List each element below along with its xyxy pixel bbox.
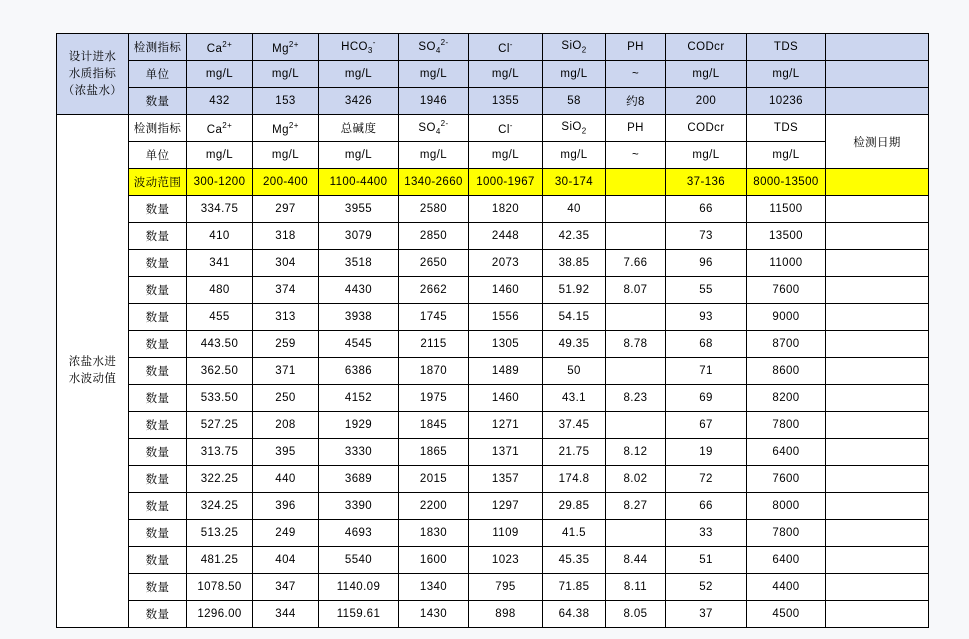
data-cell bbox=[826, 439, 929, 466]
row-header: 检测指标 bbox=[129, 115, 187, 142]
row-header: 波动范围 bbox=[129, 169, 187, 196]
data-cell: 3079 bbox=[319, 223, 399, 250]
data-cell: 2115 bbox=[399, 331, 469, 358]
design-cell: 1355 bbox=[469, 88, 543, 115]
data-cell: 6400 bbox=[747, 547, 826, 574]
data-cell: 5540 bbox=[319, 547, 399, 574]
data-cell: 43.1 bbox=[543, 385, 606, 412]
design-cell: mg/L bbox=[666, 61, 747, 88]
row-header: 数量 bbox=[129, 358, 187, 385]
data-cell: 1305 bbox=[469, 331, 543, 358]
row-header: 数量 bbox=[129, 601, 187, 628]
data-cell: 322.25 bbox=[187, 466, 253, 493]
row-header: 数量 bbox=[129, 547, 187, 574]
data-cell: 1371 bbox=[469, 439, 543, 466]
fluct-header-cell: ~ bbox=[606, 142, 666, 169]
data-cell: 1556 bbox=[469, 304, 543, 331]
data-cell: 42.35 bbox=[543, 223, 606, 250]
data-cell: 410 bbox=[187, 223, 253, 250]
row-header: 单位 bbox=[129, 61, 187, 88]
data-cell: 2200 bbox=[399, 493, 469, 520]
data-cell bbox=[826, 520, 929, 547]
data-cell: 1865 bbox=[399, 439, 469, 466]
data-cell bbox=[826, 223, 929, 250]
data-cell: 795 bbox=[469, 574, 543, 601]
row-header: 数量 bbox=[129, 223, 187, 250]
data-cell: 443.50 bbox=[187, 331, 253, 358]
fluct-header-cell: CODcr bbox=[666, 115, 747, 142]
data-cell bbox=[606, 196, 666, 223]
data-cell: 33 bbox=[666, 520, 747, 547]
row-header: 检测指标 bbox=[129, 34, 187, 61]
data-cell: 1140.09 bbox=[319, 574, 399, 601]
design-cell: 3426 bbox=[319, 88, 399, 115]
fluct-header-cell: mg/L bbox=[399, 142, 469, 169]
data-cell: 395 bbox=[253, 439, 319, 466]
design-cell: 200 bbox=[666, 88, 747, 115]
data-cell bbox=[606, 358, 666, 385]
design-cell: $SO_4^{2-}$ bbox=[399, 34, 469, 61]
fluct-header-cell: mg/L bbox=[187, 142, 253, 169]
range-cell-date bbox=[826, 169, 929, 196]
table-row bbox=[57, 304, 929, 331]
data-cell: 1023 bbox=[469, 547, 543, 574]
data-cell: 96 bbox=[666, 250, 747, 277]
data-cell: 7800 bbox=[747, 520, 826, 547]
data-cell: 533.50 bbox=[187, 385, 253, 412]
row-header: 数量 bbox=[129, 439, 187, 466]
data-cell: 66 bbox=[666, 196, 747, 223]
data-cell: 2073 bbox=[469, 250, 543, 277]
data-cell: 51 bbox=[666, 547, 747, 574]
data-cell: 481.25 bbox=[187, 547, 253, 574]
fluct-header-cell: mg/L bbox=[666, 142, 747, 169]
range-cell: 1000-1967 bbox=[469, 169, 543, 196]
data-cell: 55 bbox=[666, 277, 747, 304]
data-cell bbox=[826, 466, 929, 493]
date-column-header: 检测日期 bbox=[826, 115, 929, 169]
data-cell: 4500 bbox=[747, 601, 826, 628]
design-cell: 58 bbox=[543, 88, 606, 115]
table-row bbox=[57, 34, 929, 61]
design-cell: mg/L bbox=[319, 61, 399, 88]
data-cell: 313.75 bbox=[187, 439, 253, 466]
data-cell: 249 bbox=[253, 520, 319, 547]
table-row bbox=[57, 223, 929, 250]
data-cell: 8.12 bbox=[606, 439, 666, 466]
row-header: 数量 bbox=[129, 466, 187, 493]
design-cell: SiO$_2$ bbox=[543, 34, 606, 61]
data-cell: 73 bbox=[666, 223, 747, 250]
row-header: 数量 bbox=[129, 88, 187, 115]
design-cell: CODcr bbox=[666, 34, 747, 61]
table-row bbox=[57, 61, 929, 88]
data-cell: 3518 bbox=[319, 250, 399, 277]
table-body bbox=[57, 34, 929, 628]
table-row-range bbox=[57, 169, 929, 196]
data-cell: 8.07 bbox=[606, 277, 666, 304]
data-cell: 527.25 bbox=[187, 412, 253, 439]
fluct-header-cell: 总碱度 bbox=[319, 115, 399, 142]
design-cell: mg/L bbox=[543, 61, 606, 88]
data-cell: 1460 bbox=[469, 277, 543, 304]
data-cell: 8.02 bbox=[606, 466, 666, 493]
data-cell: 440 bbox=[253, 466, 319, 493]
data-cell: 4152 bbox=[319, 385, 399, 412]
data-cell: 324.25 bbox=[187, 493, 253, 520]
data-cell: 66 bbox=[666, 493, 747, 520]
spreadsheet-container bbox=[56, 33, 928, 628]
data-cell: 2850 bbox=[399, 223, 469, 250]
data-cell: 52 bbox=[666, 574, 747, 601]
row-header: 数量 bbox=[129, 250, 187, 277]
data-cell: 344 bbox=[253, 601, 319, 628]
table-row bbox=[57, 385, 929, 412]
fluct-header-cell: $Mg^{2+}$ bbox=[253, 115, 319, 142]
row-header: 数量 bbox=[129, 574, 187, 601]
data-cell: 334.75 bbox=[187, 196, 253, 223]
data-cell: 2580 bbox=[399, 196, 469, 223]
data-cell: 8600 bbox=[747, 358, 826, 385]
fluct-header-cell: TDS bbox=[747, 115, 826, 142]
design-cell: 153 bbox=[253, 88, 319, 115]
row-header: 数量 bbox=[129, 304, 187, 331]
design-cell: ~ bbox=[606, 61, 666, 88]
data-cell: 1297 bbox=[469, 493, 543, 520]
range-cell: 37-136 bbox=[666, 169, 747, 196]
fluct-header-cell: mg/L bbox=[319, 142, 399, 169]
data-cell: 69 bbox=[666, 385, 747, 412]
data-cell: 37 bbox=[666, 601, 747, 628]
design-cell-empty bbox=[826, 34, 929, 61]
data-cell: 45.35 bbox=[543, 547, 606, 574]
data-cell: 1460 bbox=[469, 385, 543, 412]
data-cell: 7600 bbox=[747, 466, 826, 493]
data-cell: 93 bbox=[666, 304, 747, 331]
data-cell: 8.23 bbox=[606, 385, 666, 412]
fluct-header-cell: PH bbox=[606, 115, 666, 142]
table-row bbox=[57, 412, 929, 439]
data-cell: 259 bbox=[253, 331, 319, 358]
data-cell: 513.25 bbox=[187, 520, 253, 547]
data-cell bbox=[826, 493, 929, 520]
range-cell: 1340-2660 bbox=[399, 169, 469, 196]
data-cell: 51.92 bbox=[543, 277, 606, 304]
table-row bbox=[57, 331, 929, 358]
data-cell: 250 bbox=[253, 385, 319, 412]
fluct-header-cell: mg/L bbox=[469, 142, 543, 169]
data-cell bbox=[826, 574, 929, 601]
fluct-header-cell: SiO$_2$ bbox=[543, 115, 606, 142]
data-cell: 6386 bbox=[319, 358, 399, 385]
data-cell: 347 bbox=[253, 574, 319, 601]
fluct-header-cell: mg/L bbox=[253, 142, 319, 169]
data-cell: 3330 bbox=[319, 439, 399, 466]
data-cell: 7800 bbox=[747, 412, 826, 439]
table-row bbox=[57, 196, 929, 223]
design-cell: mg/L bbox=[469, 61, 543, 88]
design-cell: Cl- bbox=[469, 34, 543, 61]
data-cell: 29.85 bbox=[543, 493, 606, 520]
range-cell: 8000-13500 bbox=[747, 169, 826, 196]
table-row bbox=[57, 277, 929, 304]
range-cell: 200-400 bbox=[253, 169, 319, 196]
data-cell: 396 bbox=[253, 493, 319, 520]
data-cell: 1159.61 bbox=[319, 601, 399, 628]
data-cell: 8000 bbox=[747, 493, 826, 520]
data-cell: 297 bbox=[253, 196, 319, 223]
data-cell: 1600 bbox=[399, 547, 469, 574]
design-cell: mg/L bbox=[399, 61, 469, 88]
row-header: 数量 bbox=[129, 277, 187, 304]
design-cell: 约8 bbox=[606, 88, 666, 115]
data-cell: 1845 bbox=[399, 412, 469, 439]
range-cell: 300-1200 bbox=[187, 169, 253, 196]
data-cell: 371 bbox=[253, 358, 319, 385]
table-row bbox=[57, 250, 929, 277]
data-cell: 71.85 bbox=[543, 574, 606, 601]
data-cell: 1975 bbox=[399, 385, 469, 412]
table-row bbox=[57, 142, 929, 169]
data-cell: 4693 bbox=[319, 520, 399, 547]
data-cell: 2015 bbox=[399, 466, 469, 493]
data-cell: 3390 bbox=[319, 493, 399, 520]
data-cell: 64.38 bbox=[543, 601, 606, 628]
data-cell bbox=[826, 331, 929, 358]
fluct-header-cell: $SO_4^{2-}$ bbox=[399, 115, 469, 142]
data-cell: 4545 bbox=[319, 331, 399, 358]
row-header: 数量 bbox=[129, 520, 187, 547]
design-cell: 10236 bbox=[747, 88, 826, 115]
data-cell: 37.45 bbox=[543, 412, 606, 439]
range-cell: 30-174 bbox=[543, 169, 606, 196]
data-cell: 455 bbox=[187, 304, 253, 331]
fluct-header-cell: Cl- bbox=[469, 115, 543, 142]
data-cell: 6400 bbox=[747, 439, 826, 466]
data-cell: 2448 bbox=[469, 223, 543, 250]
data-cell: 49.35 bbox=[543, 331, 606, 358]
design-cell: 1946 bbox=[399, 88, 469, 115]
data-cell: 4400 bbox=[747, 574, 826, 601]
row-header: 单位 bbox=[129, 142, 187, 169]
fluct-section-label: 浓盐水进 水波动值 bbox=[57, 115, 129, 628]
data-cell: 1357 bbox=[469, 466, 543, 493]
data-cell: 1078.50 bbox=[187, 574, 253, 601]
data-cell: 72 bbox=[666, 466, 747, 493]
design-cell: $Ca^{2+}$ bbox=[187, 34, 253, 61]
data-cell bbox=[826, 277, 929, 304]
data-cell bbox=[826, 250, 929, 277]
data-cell: 1870 bbox=[399, 358, 469, 385]
data-cell: 7600 bbox=[747, 277, 826, 304]
data-cell bbox=[606, 304, 666, 331]
data-cell: 38.85 bbox=[543, 250, 606, 277]
design-cell: mg/L bbox=[253, 61, 319, 88]
fluct-header-cell: mg/L bbox=[543, 142, 606, 169]
data-cell: 1296.00 bbox=[187, 601, 253, 628]
data-cell: 1830 bbox=[399, 520, 469, 547]
data-cell: 1929 bbox=[319, 412, 399, 439]
data-cell: 374 bbox=[253, 277, 319, 304]
data-cell bbox=[826, 196, 929, 223]
data-cell: 362.50 bbox=[187, 358, 253, 385]
range-cell bbox=[606, 169, 666, 196]
table-row bbox=[57, 466, 929, 493]
data-cell: 174.8 bbox=[543, 466, 606, 493]
data-cell: 304 bbox=[253, 250, 319, 277]
data-cell: 404 bbox=[253, 547, 319, 574]
data-cell: 8.05 bbox=[606, 601, 666, 628]
table-row bbox=[57, 439, 929, 466]
table-row bbox=[57, 115, 929, 142]
data-cell: 318 bbox=[253, 223, 319, 250]
data-cell bbox=[826, 601, 929, 628]
data-cell: 1820 bbox=[469, 196, 543, 223]
fluct-header-cell: $Ca^{2+}$ bbox=[187, 115, 253, 142]
design-cell: 432 bbox=[187, 88, 253, 115]
data-cell bbox=[826, 547, 929, 574]
data-cell: 3689 bbox=[319, 466, 399, 493]
data-cell: 54.15 bbox=[543, 304, 606, 331]
data-cell: 8200 bbox=[747, 385, 826, 412]
data-cell: 41.5 bbox=[543, 520, 606, 547]
table-row bbox=[57, 547, 929, 574]
table-row bbox=[57, 358, 929, 385]
design-cell: mg/L bbox=[747, 61, 826, 88]
data-cell: 3955 bbox=[319, 196, 399, 223]
data-cell: 1109 bbox=[469, 520, 543, 547]
data-cell: 21.75 bbox=[543, 439, 606, 466]
design-cell: $HCO_3^-$ bbox=[319, 34, 399, 61]
data-cell: 50 bbox=[543, 358, 606, 385]
data-cell: 8.27 bbox=[606, 493, 666, 520]
data-cell: 13500 bbox=[747, 223, 826, 250]
design-cell-empty bbox=[826, 61, 929, 88]
data-cell bbox=[606, 520, 666, 547]
data-cell: 11000 bbox=[747, 250, 826, 277]
design-cell: mg/L bbox=[187, 61, 253, 88]
data-cell bbox=[826, 385, 929, 412]
data-cell bbox=[606, 412, 666, 439]
row-header: 数量 bbox=[129, 493, 187, 520]
data-cell: 11500 bbox=[747, 196, 826, 223]
table-row bbox=[57, 574, 929, 601]
table-row bbox=[57, 88, 929, 115]
data-cell: 1430 bbox=[399, 601, 469, 628]
data-cell: 313 bbox=[253, 304, 319, 331]
data-cell: 480 bbox=[187, 277, 253, 304]
table-row bbox=[57, 493, 929, 520]
data-cell: 8700 bbox=[747, 331, 826, 358]
design-cell: $Mg^{2+}$ bbox=[253, 34, 319, 61]
data-cell: 40 bbox=[543, 196, 606, 223]
data-cell: 1745 bbox=[399, 304, 469, 331]
data-cell: 3938 bbox=[319, 304, 399, 331]
data-cell: 4430 bbox=[319, 277, 399, 304]
data-cell bbox=[826, 304, 929, 331]
data-cell bbox=[606, 223, 666, 250]
data-cell: 208 bbox=[253, 412, 319, 439]
row-header: 数量 bbox=[129, 196, 187, 223]
design-cell-empty bbox=[826, 88, 929, 115]
data-cell: 341 bbox=[187, 250, 253, 277]
data-cell: 2662 bbox=[399, 277, 469, 304]
table-row bbox=[57, 520, 929, 547]
data-cell: 2650 bbox=[399, 250, 469, 277]
data-cell: 67 bbox=[666, 412, 747, 439]
row-header: 数量 bbox=[129, 385, 187, 412]
design-cell: PH bbox=[606, 34, 666, 61]
data-cell: 1340 bbox=[399, 574, 469, 601]
table-row bbox=[57, 601, 929, 628]
design-cell: TDS bbox=[747, 34, 826, 61]
data-cell: 1271 bbox=[469, 412, 543, 439]
data-cell: 8.44 bbox=[606, 547, 666, 574]
data-cell: 1489 bbox=[469, 358, 543, 385]
design-section-label: 设计进水 水质指标 （浓盐水） bbox=[57, 34, 129, 115]
data-cell: 68 bbox=[666, 331, 747, 358]
data-cell: 19 bbox=[666, 439, 747, 466]
row-header: 数量 bbox=[129, 331, 187, 358]
data-cell: 898 bbox=[469, 601, 543, 628]
data-cell: 71 bbox=[666, 358, 747, 385]
data-cell: 7.66 bbox=[606, 250, 666, 277]
range-cell: 1100-4400 bbox=[319, 169, 399, 196]
data-cell bbox=[826, 412, 929, 439]
data-cell: 8.78 bbox=[606, 331, 666, 358]
fluct-header-cell: mg/L bbox=[747, 142, 826, 169]
data-cell: 9000 bbox=[747, 304, 826, 331]
data-cell: 8.11 bbox=[606, 574, 666, 601]
water-quality-table bbox=[56, 33, 929, 628]
row-header: 数量 bbox=[129, 412, 187, 439]
data-cell bbox=[826, 358, 929, 385]
